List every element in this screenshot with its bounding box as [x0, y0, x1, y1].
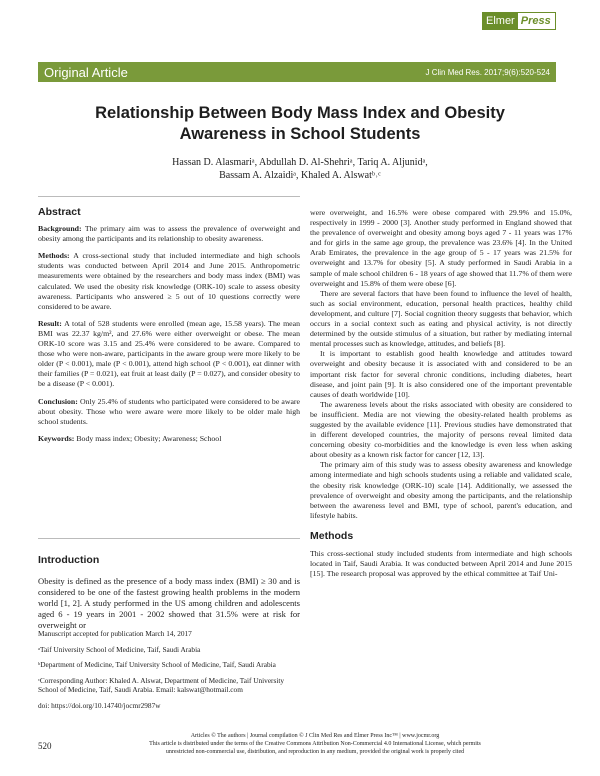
article-type: Original Article: [44, 64, 128, 80]
abstract-keywords: [38, 434, 300, 444]
result-label: Result:: [38, 318, 62, 328]
abstract-result: [38, 319, 300, 390]
publisher-logo: [482, 12, 556, 30]
affiliation-b: ᵇDepartment of Medicine, Taif University School of Medicine, Taif, Saudi Arabia: [38, 660, 276, 670]
conclusion-text: Only 25.4% of students who participated were considered to be aware about obesity. Those who were aware were more likely to be older male high school students.: [38, 396, 300, 426]
right-paragraph-3: It is important to establish good health knowledge and attitudes toward overweight and obesity because it is associated with and considered to be an important risk factor for several chronic conditions, including diabetes, heart disease, and joint pain [9]. It is also considered one of the important preventable causes of death worldwide [10].: [310, 349, 572, 399]
introduction-heading: Introduction: [38, 554, 100, 566]
right-paragraph-2: There are several factors that have been found to influence the level of health, such as social environment, education, personal health practices, healthy child development, and culture [7]. Social cognition theory suggests that behavior, which occurs in a social context such as eating and physical activity, is not directly determined by the outside stimulus of a situation, but rather by mediating internal mental processes such as knowledge, attitudes, and beliefs [8].: [310, 288, 572, 349]
accepted-note: Manuscript accepted for publication March 14, 2017: [38, 629, 192, 638]
abstract-section: [38, 196, 300, 451]
right-paragraph-1: were overweight, and 16.5% were obese compared with 29.9% and 15.0%, respectively in 1999 - 2000 [3]. Another study performed in England showed that the prevalence of overweight and obesity among boys aged 7 - 11 years was 17% and for girls in the same age group, the prevalence was 23.6% [4]. In the United Arab Emirates, the prevalence in the age group of 5 - 17 years was 21.5% for overweight and 13.7% for obesity [5]. A study performed in Saudi Arabia in a sample of male school children 6 - 18 years of age showed that 11.7% of them were overweight and 15.8% of them were obese [6].: [310, 208, 572, 288]
doi-link[interactable]: doi: https://doi.org/10.14740/jocmr2987w: [38, 700, 161, 710]
affiliation-a: ᵃTaif University School of Medicine, Taif, Saudi Arabia: [38, 644, 201, 654]
conclusion-label: Conclusion:: [38, 396, 78, 406]
keywords-text: Body mass index; Obesity; Awareness; School: [76, 433, 222, 443]
introduction-text: Obesity is defined as the presence of a body mass index (BMI) ≥ 30 and is considered to be one of the fastest growing health problems in the modern world [1, 2]. A study performed in the US among children and adolescents aged 6 - 19 years in 2001 - 2002 showed that 31.5% were at risk for overweight or: [38, 576, 300, 630]
right-paragraph-4: The awareness levels about the risks associated with obesity are considered to be insufficient. Media are not viewing the obesity-related health problems as suggested by the available evidence [11]. Previous studies have demonstrated that in different developed countries, the majority of persons reveal limited data concerning obesity co-morbidities and the knowledge is even less when asking about obesity as a known risk factor for cancer [12, 13].: [310, 399, 572, 460]
background-label: Background:: [38, 224, 82, 234]
right-column: [310, 208, 572, 579]
right-paragraph-6: This cross-sectional study included students from intermediate and high schools located in Taif, Saudi Arabia. It was conducted between April 2014 and June 2015 [15]. The research proposal was approved by the ethical committee at Taif Uni-: [310, 549, 572, 579]
abstract-conclusion: [38, 397, 300, 427]
abstract-divider: [38, 538, 300, 539]
right-paragraph-5: The primary aim of this study was to assess obesity awareness and knowledge among intermediate and high schools students using a reliable and validated scale, the obesity risk knowledge (ORK-10) scale [14]. Additionally, we assessed the prevalence of overweight and obesity among the participants, and the relationship between the awareness level and BMI, type of school, parent's education, and lifestyle habits.: [310, 460, 572, 520]
journal-citation: J Clin Med Res. 2017;9(6):520-524: [425, 67, 550, 77]
keywords-label: Keywords:: [38, 433, 75, 443]
footer-line-2: This article is distributed under the terms of the Creative Commons Attribution Non-Commercial 4.0 International License, which permits: [149, 741, 481, 747]
license-footer: [80, 732, 550, 756]
corresponding-author: ᶜCorresponding Author: Khaled A. Alswat, Department of Medicine, Taif University School of Medicine, Taif, Saudi Arabia. Email: kalswat@hotmail.com: [38, 675, 285, 695]
paper-title: Relationship Between Body Mass Index and Obesity Awareness in School Students: [95, 104, 505, 143]
background-text: The primary aim was to assess the prevalence of overweight and obesity among the participants and its relationship to obesity awareness.: [38, 224, 300, 244]
authors-line-1: Hassan D. Alasmariᵃ, Abdullah D. Al-Shehriᵃ, Tariq A. Aljunidᵃ,: [172, 157, 428, 168]
result-text: A total of 528 students were enrolled (mean age, 15.58 years). The mean BMI was 22.37 kg/m², and 27.6% were either overweight or obese. The mean ORK-10 score was 3.15 and 25.4% were considered to be aware. Compared to those who were non-aware, participants in the aware group were more likely to be older (P < 0.001), male (P < 0.001), attend high school (P < 0.001), eat dinner with their families (P = 0.021), eat fruit at least daily (P = 0.027), and consider obesity to be a disease (P < 0.001).: [38, 318, 300, 389]
abstract-background: [38, 224, 300, 244]
logo-left: Elmer: [483, 13, 518, 29]
abstract-heading: Abstract: [38, 206, 81, 218]
introduction-section: [38, 555, 300, 631]
abstract-methods: [38, 251, 300, 312]
article-type-bar: [38, 62, 556, 82]
page-number: 520: [38, 741, 52, 751]
methods-label: Methods:: [38, 251, 70, 261]
author-list: [120, 156, 480, 182]
footnotes: [38, 629, 300, 717]
footer-line-3: unrestricted non-commercial use, distribution, and reproduction in any medium, provided the original work is properly cited: [165, 749, 465, 755]
methods-text: A cross-sectional study that included intermediate and high schools students was conducted between April 2014 and June 2015. Anthropometric measurements were obtained by the researchers and body mass index (BMI) was calculated. We used the obesity risk knowledge (ORK-10) scale to assess obesity awareness. Participants who answered ≥ 5 out of 10 questions correctly were considered to be aware.: [38, 251, 300, 311]
methods-heading: Methods: [310, 529, 354, 542]
footer-line-1: Articles © The authors | Journal compilation © J Clin Med Res and Elmer Press Inc™ | www.jocmr.org: [190, 733, 440, 739]
logo-right: Press: [520, 15, 551, 27]
authors-line-2: Bassam A. Alzaidiᵃ, Khaled A. Alswatᵇ˒ᶜ: [219, 170, 381, 181]
